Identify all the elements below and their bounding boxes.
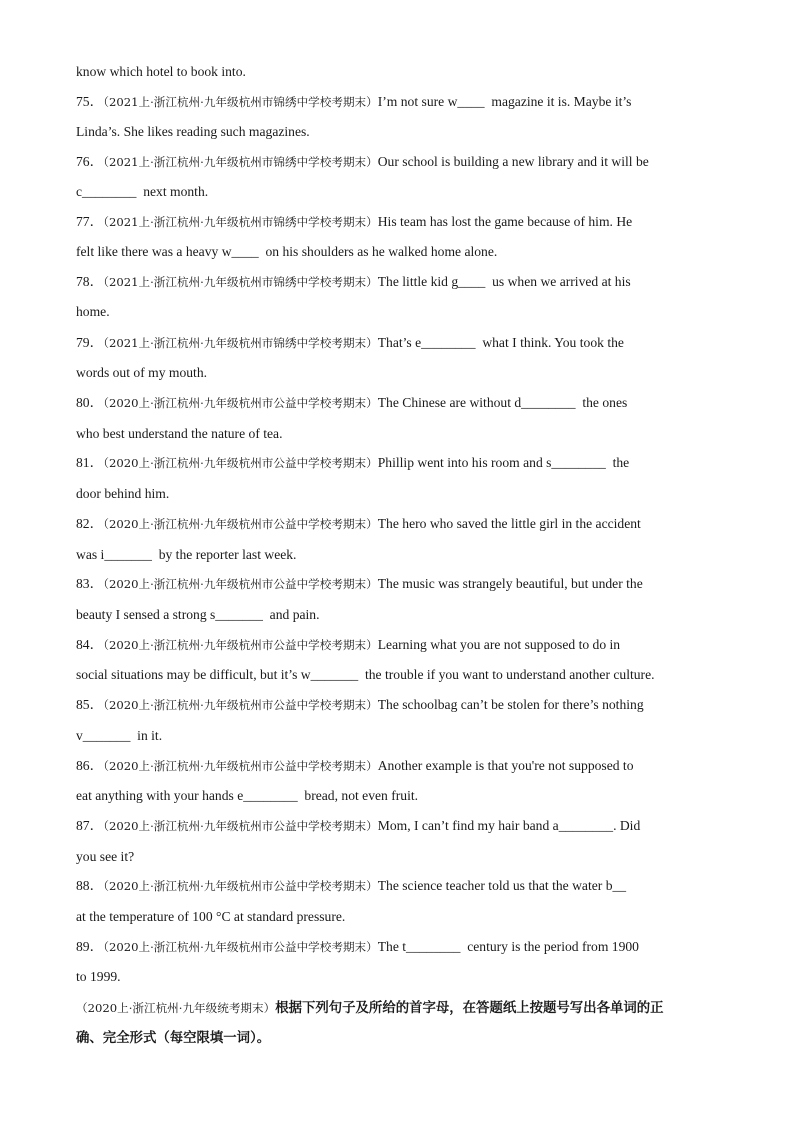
- question-80: [76, 393, 726, 413]
- question-source: （2021上·浙江杭州·九年级杭州市锦绣中学校考期末）: [103, 155, 378, 169]
- text-line: c________ next month.: [76, 184, 209, 199]
- question-text: The music was strangely beautiful, but under the: [377, 576, 643, 591]
- question-text: The science teacher told us that the water b__: [377, 878, 627, 893]
- question-text: The t________ century is the period from 1900: [377, 939, 639, 954]
- question-number: 83．: [76, 576, 104, 591]
- section-instruction-cont: [76, 1029, 736, 1049]
- question-text: Phillip went into his room and s________ the: [377, 455, 630, 470]
- question-source: （2020上·浙江杭州·九年级杭州市公益中学校考期末）: [103, 396, 378, 410]
- question-number: 80．: [76, 395, 104, 410]
- instruction-source: （2020上·浙江杭州·九年级统考期末）: [76, 1001, 276, 1015]
- text-line: words out of my mouth.: [76, 365, 208, 380]
- question-84: [76, 635, 726, 655]
- text-line: social situations may be difficult, but it’s w_______ the trouble if you want to understand another culture.: [76, 667, 655, 682]
- text-line: to 1999.: [76, 969, 121, 984]
- text-line: at the temperature of 100 °C at standard pressure.: [76, 909, 346, 924]
- question-source: （2020上·浙江杭州·九年级杭州市公益中学校考期末）: [103, 638, 378, 652]
- section-instruction: [76, 998, 736, 1019]
- question-number: 75．: [76, 94, 104, 109]
- question-source: （2020上·浙江杭州·九年级杭州市公益中学校考期末）: [103, 940, 378, 954]
- question-text: That’s e________ what I think. You took the: [377, 335, 624, 350]
- question-89: [76, 937, 726, 957]
- text-line: you see it?: [76, 849, 135, 864]
- question-text: Mom, I can’t find my hair band a________. Did: [377, 818, 641, 833]
- question-source: （2020上·浙江杭州·九年级杭州市公益中学校考期末）: [103, 456, 378, 470]
- question-number: 87．: [76, 818, 104, 833]
- question-79: [76, 333, 726, 353]
- question-83: [76, 574, 726, 594]
- question-number: 76．: [76, 154, 104, 169]
- text-line: v_______ in it.: [76, 728, 163, 743]
- text-line: Linda’s. She likes reading such magazines.: [76, 124, 310, 139]
- question-text: The schoolbag can’t be stolen for there’s nothing: [377, 697, 644, 712]
- question-number: 79．: [76, 335, 104, 350]
- instruction-text: 根据下列句子及所给的首字母，在答题纸上按题号写出各单词的正: [275, 1001, 664, 1016]
- question-number: 86．: [76, 758, 104, 773]
- instruction-text: 确、完全形式（每空限填一词）。: [76, 1031, 271, 1046]
- question-text: I’m not sure w____ magazine it is. Maybe it’s: [377, 94, 632, 109]
- text-line: know which hotel to book into.: [76, 64, 246, 79]
- question-85: [76, 695, 726, 715]
- text-line: door behind him.: [76, 486, 170, 501]
- question-88: [76, 876, 726, 896]
- question-text: Our school is building a new library and it will be: [377, 154, 649, 169]
- question-text: The hero who saved the little girl in the accident: [377, 516, 641, 531]
- question-source: （2020上·浙江杭州·九年级杭州市公益中学校考期末）: [103, 698, 378, 712]
- text-line: was i_______ by the reporter last week.: [76, 547, 297, 562]
- question-number: 89．: [76, 939, 104, 954]
- question-source: （2020上·浙江杭州·九年级杭州市公益中学校考期末）: [103, 517, 378, 531]
- question-76: [76, 152, 726, 172]
- question-source: （2020上·浙江杭州·九年级杭州市公益中学校考期末）: [103, 577, 378, 591]
- question-text: The little kid g____ us when we arrived at his: [377, 274, 631, 289]
- question-source: （2021上·浙江杭州·九年级杭州市锦绣中学校考期末）: [103, 336, 378, 350]
- question-source: （2020上·浙江杭州·九年级杭州市公益中学校考期末）: [103, 819, 378, 833]
- question-number: 84．: [76, 637, 104, 652]
- text-line: felt like there was a heavy w____ on his shoulders as he walked home alone.: [76, 244, 498, 259]
- question-77: [76, 212, 726, 232]
- question-text: His team has lost the game because of him. He: [377, 214, 633, 229]
- question-82: [76, 514, 726, 534]
- question-number: 85．: [76, 697, 104, 712]
- text-line: who best understand the nature of tea.: [76, 426, 283, 441]
- question-number: 77．: [76, 214, 104, 229]
- question-81: [76, 453, 726, 473]
- question-number: 82．: [76, 516, 104, 531]
- question-86: [76, 756, 726, 776]
- question-source: （2021上·浙江杭州·九年级杭州市锦绣中学校考期末）: [103, 95, 378, 109]
- text-line: home.: [76, 304, 110, 319]
- text-line: eat anything with your hands e________ bread, not even fruit.: [76, 788, 419, 803]
- question-text: Another example is that you're not supposed to: [377, 758, 634, 773]
- question-number: 88．: [76, 878, 104, 893]
- question-source: （2020上·浙江杭州·九年级杭州市公益中学校考期末）: [103, 759, 378, 773]
- question-78: [76, 272, 726, 292]
- question-source: （2021上·浙江杭州·九年级杭州市锦绣中学校考期末）: [103, 215, 378, 229]
- question-87: [76, 816, 726, 836]
- question-text: Learning what you are not supposed to do in: [377, 637, 621, 652]
- question-number: 78．: [76, 274, 104, 289]
- question-source: （2020上·浙江杭州·九年级杭州市公益中学校考期末）: [103, 879, 378, 893]
- question-number: 81．: [76, 455, 104, 470]
- question-text: The Chinese are without d________ the ones: [377, 395, 628, 410]
- question-source: （2021上·浙江杭州·九年级杭州市锦绣中学校考期末）: [103, 275, 378, 289]
- text-line: beauty I sensed a strong s_______ and pain.: [76, 607, 320, 622]
- question-75: [76, 92, 726, 112]
